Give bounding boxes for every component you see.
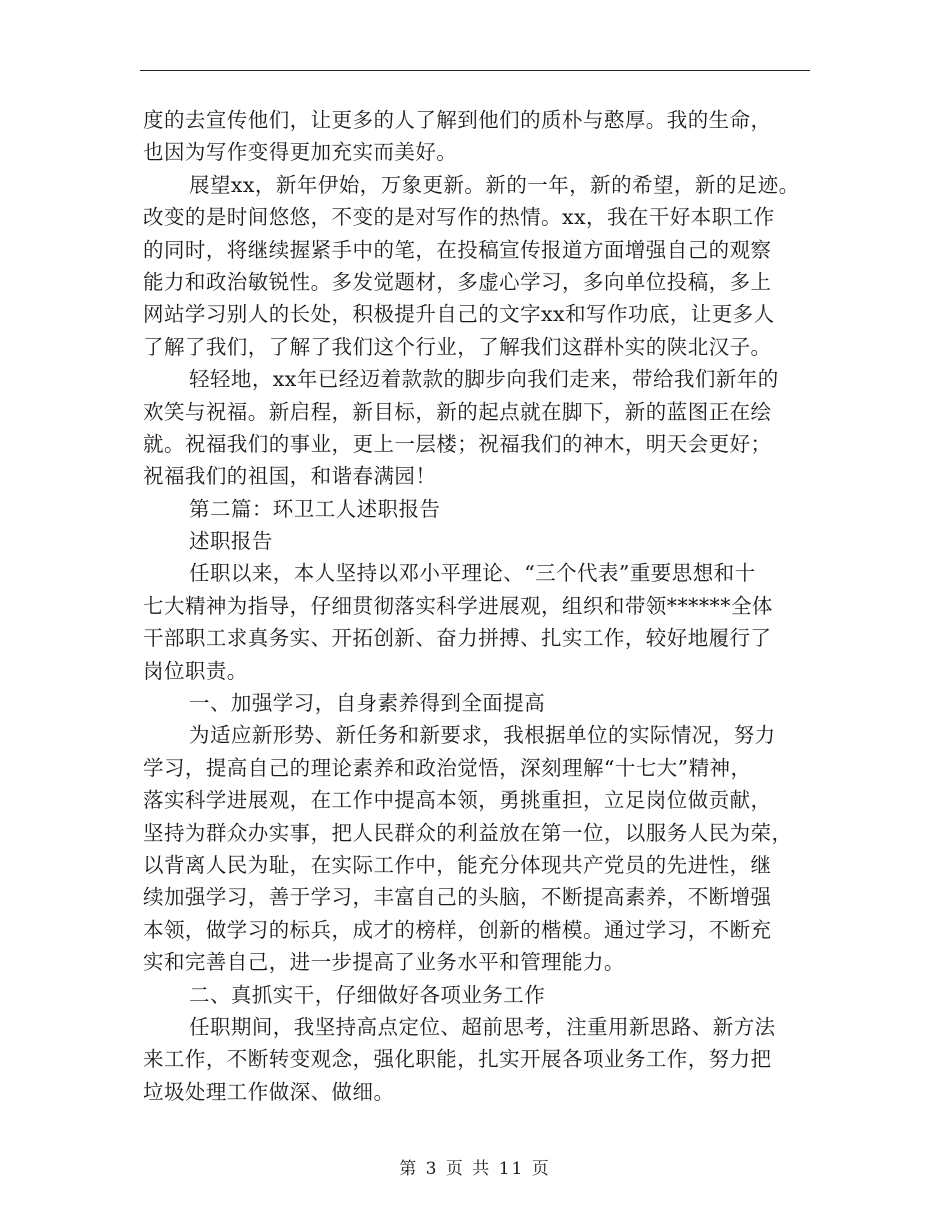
text-line: 坚持为群众办实事，把人民群众的利益放在第一位，以服务人民为荣，: [143, 820, 793, 845]
document-body: [143, 104, 813, 1108]
text-line: 任职以来，本人坚持以邓小平理论、“三个代表”重要思想和十: [189, 561, 756, 586]
header-rule: [140, 70, 810, 71]
text-line: 就。祝福我们的事业，更上一层楼；祝福我们的神木，明天会更好；: [143, 431, 772, 456]
text-line: 以背离人民为耻，在实际工作中，能充分体现共产党员的先进性，继: [143, 852, 772, 877]
text-line: 落实科学进展观，在工作中提高本领，勇挑重担，立足岗位做贡献，: [143, 788, 772, 813]
text-line: 垃圾处理工作做深、做细。: [143, 1079, 395, 1104]
page-footer: 第 3 页 共 11 页: [399, 1159, 551, 1179]
text-line: 也因为写作变得更加充实而美好。: [143, 140, 458, 165]
text-line: 网站学习别人的长处，积极提升自己的文字xx和写作功底，让更多人: [143, 302, 775, 327]
text-line: 度的去宣传他们，让更多的人了解到他们的质朴与憨厚。我的生命，: [143, 108, 772, 132]
text-line: 七大精神为指导，仔细贯彻落实科学进展观，组织和带领******全体: [143, 593, 773, 618]
text-line: 改变的是时间悠悠，不变的是对写作的热情。xx，我在干好本职工作: [143, 205, 775, 230]
text-line: 来工作，不断转变观念，强化职能，扎实开展各项业务工作，努力把: [143, 1047, 772, 1072]
text-line: 的同时，将继续握紧手中的笔，在投稿宣传报道方面增强自己的观察: [143, 237, 772, 262]
text-line: 述职报告: [189, 529, 273, 554]
text-line: 本领，做学习的标兵，成才的榜样，创新的楷模。通过学习，不断充: [143, 917, 772, 942]
text-line: 欢笑与祝福。新启程，新目标，新的起点就在脚下，新的蓝图正在绘: [143, 399, 772, 424]
text-line: 展望xx，新年伊始，万象更新。新的一年，新的希望，新的足迹。: [189, 172, 800, 197]
text-line: 为适应新形势、新任务和新要求，我根据单位的实际情况，努力: [189, 723, 776, 748]
text-line: 干部职工求真务实、开拓创新、奋力拼搏、扎实工作，较好地履行了: [143, 626, 772, 651]
text-line: 二、真抓实干，仔细做好各项业务工作: [189, 982, 546, 1007]
text-line: 任职期间，我坚持高点定位、超前思考，注重用新思路、新方法: [189, 1014, 776, 1039]
text-line: 第二篇：环卫工人述职报告: [189, 496, 441, 521]
text-line: 续加强学习，善于学习，丰富自己的头脑，不断提高素养，不断增强: [143, 885, 772, 910]
text-line: 岗位职责。: [143, 658, 248, 683]
text-line: 祝福我们的祖国，和谐春满园！: [143, 464, 437, 489]
text-line: 轻轻地，xx年已经迈着款款的脚步向我们走来，带给我们新年的: [189, 367, 779, 392]
text-line: 学习，提高自己的理论素养和政治觉悟，深刻理解“十七大”精神，: [143, 755, 752, 780]
text-line: 实和完善自己，进一步提高了业务水平和管理能力。: [143, 950, 625, 975]
text-line: 能力和政治敏锐性。多发觉题材，多虚心学习，多向单位投稿，多上: [143, 269, 772, 294]
text-line: 一、加强学习，自身素养得到全面提高: [189, 691, 546, 716]
text-line: 了解了我们，了解了我们这个行业，了解我们这群朴实的陕北汉子。: [143, 334, 772, 359]
